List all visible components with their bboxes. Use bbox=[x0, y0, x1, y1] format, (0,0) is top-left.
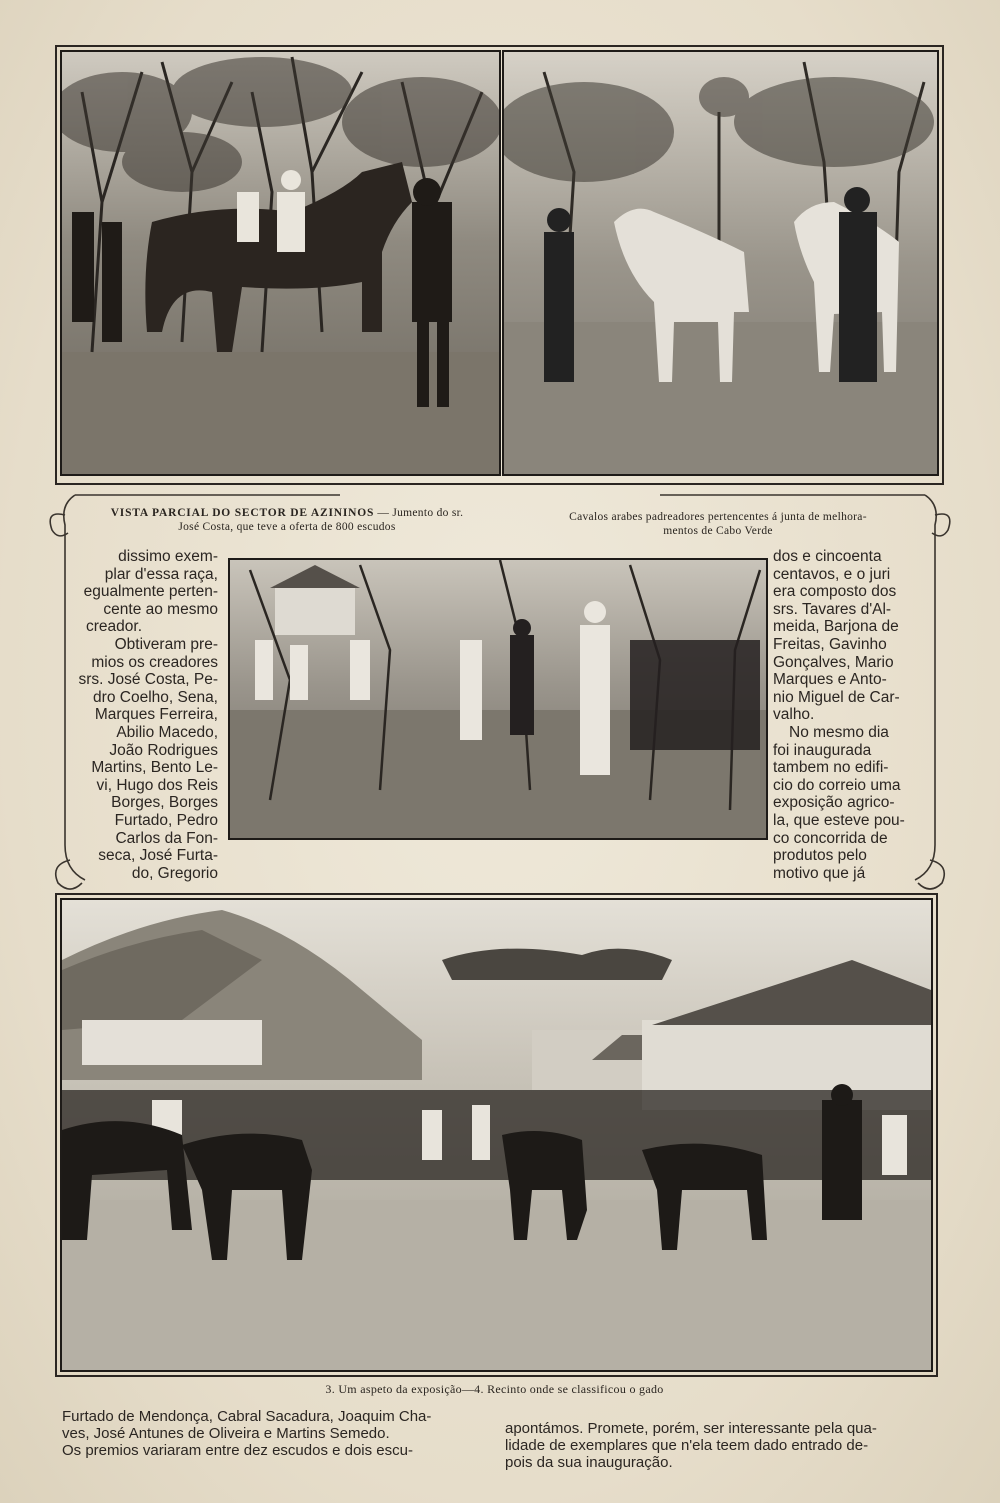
text-line: la, que esteve pou- bbox=[773, 811, 905, 829]
text-line: Marques Ferreira, bbox=[94, 706, 218, 724]
text-line: cente ao mesmo bbox=[103, 600, 218, 618]
text-line: seca, José Furta- bbox=[98, 847, 218, 865]
text-line: exposição agrico- bbox=[773, 794, 895, 812]
text-line: srs. Tavares d'Al- bbox=[773, 600, 892, 618]
text-line: tambem no edifi- bbox=[773, 759, 889, 777]
text-line: valho. bbox=[773, 706, 815, 724]
photo-jumento-azininos bbox=[60, 50, 501, 476]
text-line: creador. bbox=[86, 618, 143, 636]
text-line: plar d'essa raça, bbox=[104, 565, 218, 583]
text-line: João Rodrigues bbox=[109, 741, 218, 759]
text-line: centavos, e o juri bbox=[773, 565, 891, 583]
photo-sector-gado bbox=[228, 558, 768, 840]
text-line: Freitas, Gavinho bbox=[773, 635, 887, 653]
text-line: Os premios variaram entre dez escudos e dois escu- bbox=[62, 1442, 413, 1459]
text-line: Furtado de Mendonça, Cabral Sacadura, Joaquim Cha- bbox=[62, 1408, 432, 1425]
text-line: lidade de exemplares que n'ela teem dado entrado de- bbox=[505, 1437, 869, 1454]
article-left-column bbox=[70, 548, 218, 882]
text-line: Abilio Macedo, bbox=[116, 723, 218, 741]
text-line: mios os creadores bbox=[91, 653, 218, 671]
article-bottom-right bbox=[505, 1420, 945, 1471]
text-line: motivo que já bbox=[773, 864, 866, 882]
text-line: pois da sua inauguração. bbox=[505, 1454, 673, 1471]
caption-jumento-line2: José Costa, que teve a oferta de 800 escudos bbox=[178, 521, 396, 533]
text-line: No mesmo dia bbox=[789, 723, 889, 741]
article-right-column bbox=[773, 548, 913, 882]
text-line: meida, Barjona de bbox=[773, 618, 899, 636]
caption-exposicao bbox=[60, 1382, 929, 1396]
text-line: Borges, Borges bbox=[111, 794, 218, 812]
photo-cavalos-arabes bbox=[502, 50, 939, 476]
text-line: do, Gregorio bbox=[131, 864, 218, 882]
text-line: nio Miguel de Car- bbox=[773, 688, 900, 706]
caption-cavalos-line2: mentos de Cabo Verde bbox=[663, 525, 773, 537]
text-line: Carlos da Fon- bbox=[115, 829, 218, 847]
text-line: Gonçalves, Mario bbox=[773, 653, 894, 671]
text-line: Furtado, Pedro bbox=[114, 811, 218, 829]
text-line: ves, José Antunes de Oliveira e Martins Semedo. bbox=[62, 1425, 390, 1442]
caption-cavalos-line1: Cavalos arabes padreadores pertencentes á junta de melhora- bbox=[569, 511, 867, 523]
text-line: Marques e Anto- bbox=[773, 671, 887, 689]
photo-exposicao-recinto bbox=[60, 898, 933, 1372]
text-line: dissimo exem- bbox=[118, 548, 218, 565]
article-bottom-left bbox=[62, 1408, 492, 1459]
text-line: egualmente perten- bbox=[83, 583, 218, 601]
text-line: Obtiveram pre- bbox=[114, 635, 218, 653]
text-line: foi inaugurada bbox=[773, 741, 872, 759]
text-line: vi, Hugo dos Reis bbox=[96, 776, 218, 794]
text-line: dro Coelho, Sena, bbox=[93, 688, 218, 706]
text-line: dos e cincoenta bbox=[773, 548, 882, 565]
text-line: srs. José Costa, Pe- bbox=[78, 671, 218, 689]
caption-jumento-title: VISTA PARCIAL DO SECTOR DE AZININOS bbox=[110, 507, 375, 519]
caption-jumento-text: — Jumento do sr. bbox=[374, 507, 464, 519]
caption-exposicao-text: 3. Um aspeto da exposição—4. Recinto onde se classificou o gado bbox=[325, 1382, 664, 1396]
text-line: produtos pelo bbox=[773, 847, 867, 865]
text-line: cio do correio uma bbox=[773, 776, 901, 794]
text-line: co concorrida de bbox=[773, 829, 888, 847]
text-line: era composto dos bbox=[773, 583, 897, 601]
text-line: apontámos. Promete, porém, ser interessante pela qua- bbox=[505, 1420, 877, 1437]
text-line: Martins, Bento Le- bbox=[91, 759, 218, 777]
